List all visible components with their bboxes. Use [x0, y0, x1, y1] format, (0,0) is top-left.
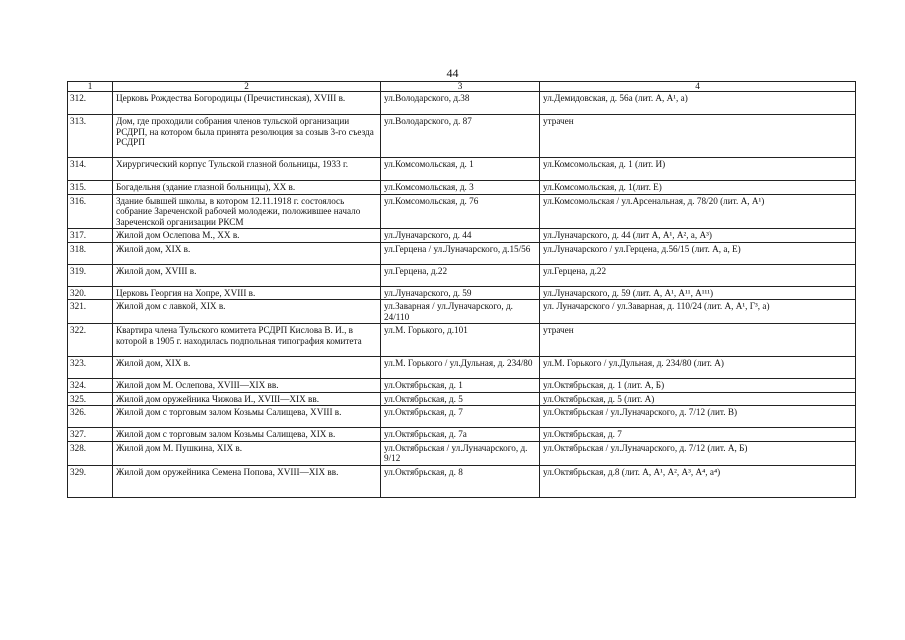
- historic-address: ул.Герцена, д.22: [381, 264, 540, 286]
- row-number: 318.: [68, 242, 113, 264]
- table-row: [68, 194, 856, 229]
- row-number: 321.: [68, 300, 113, 324]
- row-number: 326.: [68, 406, 113, 428]
- current-address: утрачен: [540, 324, 856, 357]
- monument-name: Жилой дом с лавкой, XIX в.: [113, 300, 381, 324]
- monument-name: Квартира члена Тульского комитета РСДРП Кислова В. И., в которой в 1905 г. находилась подпольная типография комитета: [113, 324, 381, 357]
- row-number: 313.: [68, 115, 113, 158]
- current-address: ул.Октябрьская, д. 5 (лит. А): [540, 392, 856, 406]
- table-row: [68, 115, 856, 158]
- current-address: ул.Октябрьская, д. 1 (лит. А, Б): [540, 379, 856, 393]
- monument-name: Церковь Георгия на Хопре, XVIII в.: [113, 286, 381, 300]
- current-address: ул.Герцена, д.22: [540, 264, 856, 286]
- table-row: [68, 406, 856, 428]
- table-row: [68, 379, 856, 393]
- table-row: [68, 465, 856, 497]
- row-number: 315.: [68, 181, 113, 195]
- historic-address: ул.Комсомольская, д. 76: [381, 194, 540, 229]
- column-header: 3: [381, 82, 540, 92]
- table-row: [68, 392, 856, 406]
- current-address: ул.Октябрьская / ул.Луначарского, д. 7/12 (лит. В): [540, 406, 856, 428]
- monument-name: Жилой дом оружейника Семена Попова, XVIII—XIX вв.: [113, 465, 381, 497]
- current-address: ул.Луначарского / ул.Герцена, д.56/15 (лит. А, а, Е): [540, 242, 856, 264]
- row-number: 327.: [68, 428, 113, 442]
- monument-name: Дом, где проходили собрания членов тульской организации РСДРП, на котором была принята резолюция за созыв 3-го съезда РСДРП: [113, 115, 381, 158]
- table-row: [68, 264, 856, 286]
- row-number: 314.: [68, 158, 113, 181]
- historic-address: ул.Октябрьская, д. 8: [381, 465, 540, 497]
- historic-address: ул.Комсомольская, д. 3: [381, 181, 540, 195]
- heritage-table: [67, 81, 856, 498]
- row-number: 328.: [68, 441, 113, 465]
- historic-address: ул.Октябрьская, д. 1: [381, 379, 540, 393]
- monument-name: Жилой дом с торговым залом Козьмы Салищева, XVIII в.: [113, 406, 381, 428]
- column-header: 4: [540, 82, 856, 92]
- monument-name: Церковь Рождества Богородицы (Пречистинская), XVIII в.: [113, 92, 381, 115]
- historic-address: ул.Октябрьская, д. 7: [381, 406, 540, 428]
- monument-name: Жилой дом, XVIII в.: [113, 264, 381, 286]
- historic-address: ул.М. Горького, д.101: [381, 324, 540, 357]
- historic-address: ул.Комсомольская, д. 1: [381, 158, 540, 181]
- table-row: [68, 441, 856, 465]
- row-number: 324.: [68, 379, 113, 393]
- row-number: 323.: [68, 357, 113, 379]
- current-address: ул.Октябрьская / ул.Луначарского, д. 7/12 (лит. А, Б): [540, 441, 856, 465]
- current-address: ул.Комсомольская, д. 1(лит. Е): [540, 181, 856, 195]
- row-number: 322.: [68, 324, 113, 357]
- historic-address: ул.М. Горького / ул.Дульная, д. 234/80: [381, 357, 540, 379]
- monument-name: Жилой дом М. Ослепова, XVIII—XIX вв.: [113, 379, 381, 393]
- table-row: [68, 286, 856, 300]
- table-row: [68, 229, 856, 243]
- current-address: ул.Комсомольская, д. 1 (лит. И): [540, 158, 856, 181]
- historic-address: ул.Заварная / ул.Луначарского, д. 24/110: [381, 300, 540, 324]
- table-row: [68, 324, 856, 357]
- historic-address: ул.Володарского, д. 87: [381, 115, 540, 158]
- row-number: 319.: [68, 264, 113, 286]
- table-row: [68, 242, 856, 264]
- monument-name: Жилой дом с торговым залом Козьмы Салищева, XIX в.: [113, 428, 381, 442]
- historic-address: ул.Луначарского, д. 59: [381, 286, 540, 300]
- monument-name: Хирургический корпус Тульской глазной больницы, 1933 г.: [113, 158, 381, 181]
- row-number: 325.: [68, 392, 113, 406]
- row-number: 320.: [68, 286, 113, 300]
- historic-address: ул.Октябрьская / ул.Луначарского, д. 9/12: [381, 441, 540, 465]
- monument-name: Богадельня (здание глазной больницы), XX в.: [113, 181, 381, 195]
- historic-address: ул.Октябрьская, д. 5: [381, 392, 540, 406]
- current-address: утрачен: [540, 115, 856, 158]
- row-number: 312.: [68, 92, 113, 115]
- current-address: ул.Луначарского, д. 59 (лит. А, А¹, А¹¹, А¹¹¹): [540, 286, 856, 300]
- table-row: [68, 92, 856, 115]
- table-row: [68, 158, 856, 181]
- current-address: ул.Комсомольская / ул.Арсенальная, д. 78/20 (лит. А, А¹): [540, 194, 856, 229]
- table-row: [68, 181, 856, 195]
- monument-name: Жилой дом, XIX в.: [113, 242, 381, 264]
- column-header: 1: [68, 82, 113, 92]
- current-address: ул.Октябрьская, д.8 (лит. А, А¹, А², А³, А⁴, а⁴): [540, 465, 856, 497]
- current-address: ул. Луначарского / ул.Заварная, д. 110/24 (лит. А, А¹, Г³, а): [540, 300, 856, 324]
- monument-name: Жилой дом оружейника Чижова И., XVIII—XIX вв.: [113, 392, 381, 406]
- column-header: 2: [113, 82, 381, 92]
- page-number: 44: [446, 66, 459, 80]
- row-number: 317.: [68, 229, 113, 243]
- monument-name: Жилой дом Ослепова М., XX в.: [113, 229, 381, 243]
- row-number: 329.: [68, 465, 113, 497]
- historic-address: ул.Октябрьская, д. 7а: [381, 428, 540, 442]
- historic-address: ул.Луначарского, д. 44: [381, 229, 540, 243]
- monument-name: Жилой дом М. Пушкина, XIX в.: [113, 441, 381, 465]
- monument-name: Жилой дом, XIX в.: [113, 357, 381, 379]
- current-address: ул.Октябрьская, д. 7: [540, 428, 856, 442]
- row-number: 316.: [68, 194, 113, 229]
- historic-address: ул.Володарского, д.38: [381, 92, 540, 115]
- table-row: [68, 428, 856, 442]
- monument-name: Здание бывшей школы, в котором 12.11.1918 г. состоялось собрание Зареченской рабочей молодежи, положившее начало Зареченской организации РКСМ: [113, 194, 381, 229]
- current-address: ул.М. Горького / ул.Дульная, д. 234/80 (лит. А): [540, 357, 856, 379]
- current-address: ул.Луначарского, д. 44 (лит А, А¹, А², а, А³): [540, 229, 856, 243]
- table-header-row: [68, 82, 856, 92]
- historic-address: ул.Герцена / ул.Луначарского, д.15/56: [381, 242, 540, 264]
- table-row: [68, 357, 856, 379]
- table-row: [68, 300, 856, 324]
- current-address: ул.Демидовская, д. 56а (лит. А, А¹, а): [540, 92, 856, 115]
